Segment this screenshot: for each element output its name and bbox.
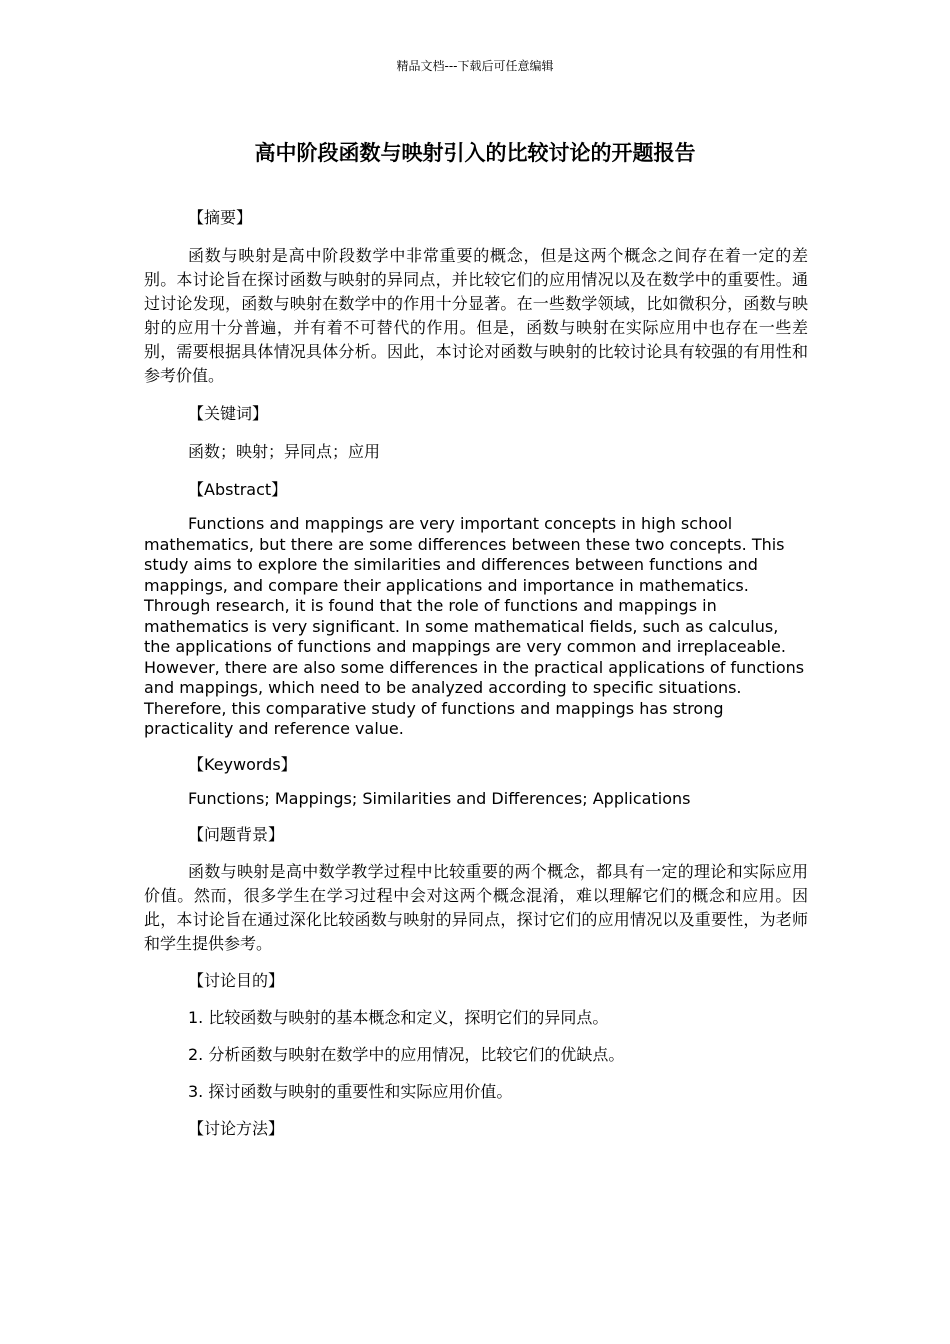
background-heading: 【问题背景】	[188, 824, 285, 844]
keywords-cn-heading: 【关键词】	[188, 404, 269, 423]
document-body	[144, 206, 808, 1141]
document-title: 高中阶段函数与映射引入的比较讨论的开题报告	[254, 141, 696, 165]
purpose-item-1: 1. 比较函数与映射的基本概念和定义，探明它们的异同点。	[188, 1007, 609, 1027]
keywords-en-heading: 【Keywords】	[188, 754, 297, 774]
page-header-note: 精品文档---下载后可任意编辑	[396, 59, 554, 73]
purpose-heading: 【讨论目的】	[188, 970, 285, 990]
abstract-en-heading: 【Abstract】	[188, 480, 288, 499]
keywords-en-body: Functions; Mappings; Similarities and Differences; Applications	[188, 788, 691, 808]
method-heading: 【讨论方法】	[188, 1118, 285, 1138]
abstract-cn-heading: 【摘要】	[188, 208, 253, 227]
background-body: 函数与映射是高中数学教学过程中比较重要的两个概念，都具有一定的理论和实际应用价值。然而，很多学生在学习过程中会对这两个概念混淆，难以理解它们的概念和应用。因此，本讨论旨在通过深化比较函数与映射的异同点，探讨它们的应用情况以及重要性，为老师和学生提供参考。	[144, 861, 808, 953]
abstract-en-body: Functions and mappings are very important concepts in high school mathematics, but there are some differences between these two concepts. This study aims to explore the similarities and differences between functions and mappings, and compare their applications and importance in mathematics. Through research, it is found that the role of functions and mappings in mathematics is very significant. In some mathematical fields, such as calculus, the applications of functions and mappings are very common and irreplaceable. However, there are also some differences in the practical applications of functions and mappings, which need to be analyzed according to specific situations. Therefore, this comparative study of functions and mappings has strong practicality and reference value.	[144, 514, 805, 738]
purpose-item-2: 2. 分析函数与映射在数学中的应用情况，比较它们的优缺点。	[188, 1044, 625, 1064]
purpose-item-3: 3. 探讨函数与映射的重要性和实际应用价值。	[188, 1081, 513, 1101]
abstract-cn-body: 函数与映射是高中阶段数学中非常重要的概念，但是这两个概念之间存在着一定的差别。本讨论旨在探讨函数与映射的异同点，并比较它们的应用情况以及在数学中的重要性。通过讨论发现，函数与映射在数学中的作用十分显著。在一些数学领域，比如微积分，函数与映射的应用十分普遍，并有着不可替代的作用。但是，函数与映射在实际应用中也存在一些差别，需要根据具体情况具体分析。因此，本讨论对函数与映射的比较讨论具有较强的有用性和参考价值。	[144, 246, 808, 385]
keywords-cn-body: 函数；映射；异同点；应用	[188, 442, 381, 461]
